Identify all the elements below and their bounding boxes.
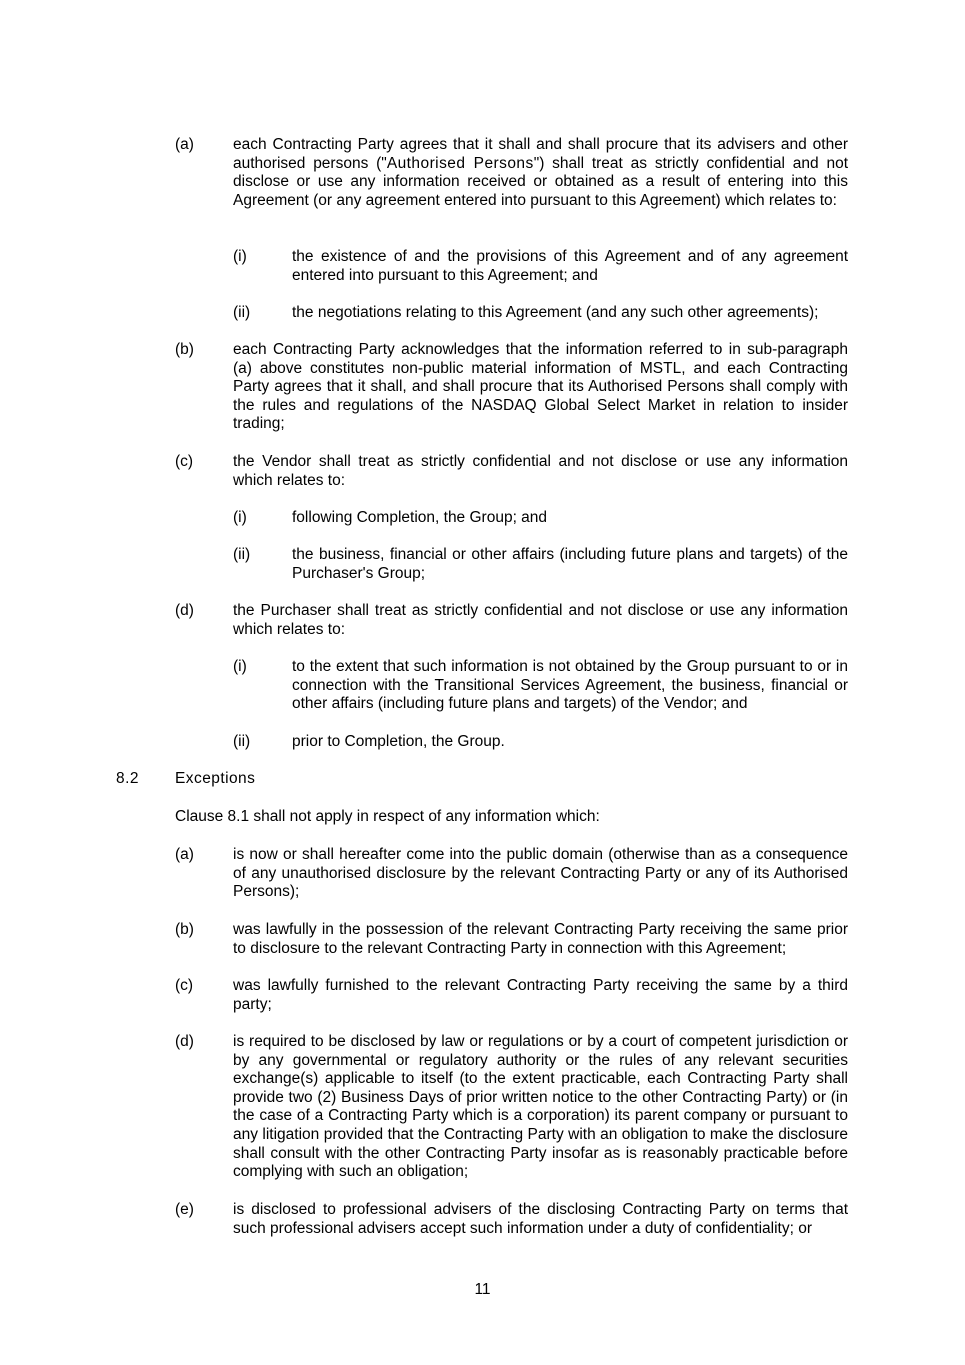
clause-8-1-a-text-after: ") shall treat as strictly confidential and not disclose or use any information received or obtained as a result of entering into this Agreement (or any agreement entered into pursuant to this Agreement) which relates to: [233, 154, 848, 209]
clause-8-1-a-ii-label: (ii) [233, 304, 251, 321]
clause-8-2-d-text: is required to be disclosed by law or regulations or by a court of competent jurisdiction or by any governmental or regulatory authority or the rules of any relevant securities exchange(s) applicable to itself (to the extent practicable, each Contracting Party shall provide two (2) Business Days of prior written notice to the other Contracting Party) or (in the case of a Contracting Party which is a corporation) its parent company or pursuant to any litigation provided that the Contracting Party with an obligation to make the disclosure shall consult with the other Contracting Party insofar as is reasonably practicable before complying with such an obligation; [233, 1033, 848, 1181]
clause-8-2-b-text: was lawfully in the possession of the relevant Contracting Party receiving the same prior to disclosure to the relevant Contracting Party in connection with this Agreement; [233, 921, 848, 957]
clause-8-1-a-label: (a) [175, 136, 194, 153]
clause-8-1-d-ii-text: prior to Completion, the Group. [292, 733, 505, 750]
clause-8-1-c-i-text: following Completion, the Group; and [292, 509, 548, 526]
clause-8-1-a-i-text: the existence of and the provisions of this Agreement and of any agreement entered into pursuant to this Agreement; and [292, 248, 848, 284]
clause-8-2-c-text: was lawfully furnished to the relevant Contracting Party receiving the same by a third party; [233, 977, 848, 1013]
defined-term-authorised-persons: Authorised Persons [386, 154, 534, 172]
clause-8-2-e-text: is disclosed to professional advisers of the disclosing Contracting Party on terms that such professional advisers accept such information under a duty of confidentiality; or [233, 1201, 848, 1237]
clause-8-1-a-ii-text: the negotiations relating to this Agreement (and any such other agreements); [292, 304, 819, 321]
clause-8-1-d-label: (d) [175, 602, 194, 619]
clause-8-1-c-ii-label: (ii) [233, 546, 251, 563]
clause-8-1-a-text [233, 136, 848, 210]
clause-8-1-a-text-before: each Contracting Party agrees that it shall and shall procure that its advisers and other authorised persons (" [233, 136, 848, 172]
page-number: 11 [474, 1281, 491, 1298]
clause-8-1-c-label: (c) [175, 453, 194, 470]
clause-8-1-d-i-label: (i) [233, 658, 247, 675]
clause-8-1-c-i-label: (i) [233, 509, 247, 526]
clause-8-1-a-i-label: (i) [233, 248, 247, 265]
clause-8-2-d-label: (d) [175, 1033, 194, 1050]
clause-8-2-b-label: (b) [175, 921, 194, 938]
clause-8-2-intro: Clause 8.1 shall not apply in respect of any information which: [175, 808, 600, 825]
clause-8-2-e-label: (e) [175, 1201, 194, 1218]
clause-8-2-heading: Exceptions [175, 770, 256, 787]
clause-8-1-c-ii-text: the business, financial or other affairs (including future plans and targets) of the Purchaser's Group; [292, 546, 848, 582]
clause-8-1-d-ii-label: (ii) [233, 733, 251, 750]
clause-8-1-b-label: (b) [175, 341, 194, 358]
clause-8-2-c-label: (c) [175, 977, 194, 994]
clause-8-1-d-i-text: to the extent that such information is not obtained by the Group pursuant to or in connection with the Transitional Services Agreement, the business, financial or other affairs (including future plans and targets) of the Vendor; and [292, 658, 848, 713]
clause-8-2-a-text: is now or shall hereafter come into the public domain (otherwise than as a consequence of any unauthorised disclosure by the relevant Contracting Party or any of its Authorised Persons); [233, 846, 848, 901]
clause-8-1-c-text: the Vendor shall treat as strictly confidential and not disclose or use any information which relates to: [233, 453, 848, 489]
clause-8-1-d-text: the Purchaser shall treat as strictly confidential and not disclose or use any information which relates to: [233, 602, 848, 638]
clause-8-1-b-text: each Contracting Party acknowledges that the information referred to in sub-paragraph (a) above constitutes non-public material information of MSTL, and each Contracting Party agrees that it shall, and shall procure that its Authorised Persons shall comply with the rules and regulations of the NASDAQ Global Select Market in relation to insider trading; [233, 341, 848, 433]
clause-8-2-number: 8.2 [116, 770, 139, 787]
clause-8-2-a-label: (a) [175, 846, 194, 863]
